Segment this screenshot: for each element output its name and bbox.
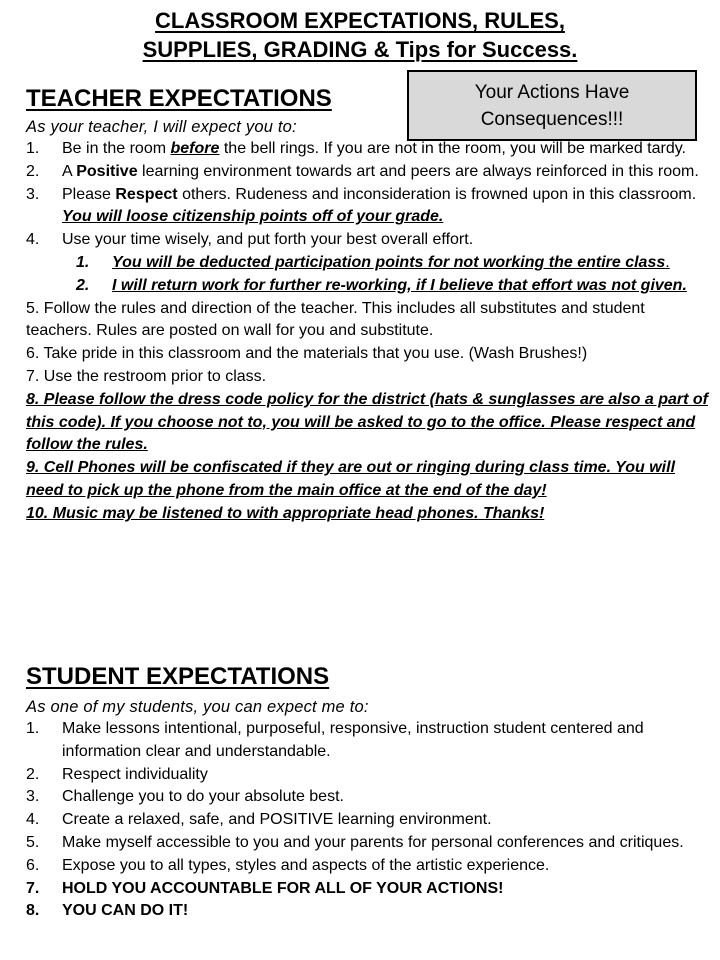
item-text: Challenge you to do your absolute best. (62, 788, 344, 806)
rule-5: 5. Follow the rules and direction of the teacher. This includes all substitutes and student teachers. Rules are posted on wall for you and substitute. (26, 299, 645, 340)
item-emphasis: Respect (115, 185, 178, 203)
effort-sublist (26, 252, 712, 298)
list-number: 4. (26, 811, 40, 829)
list-item (26, 161, 712, 184)
list-item (26, 764, 712, 787)
item-text: Respect individuality (62, 765, 208, 783)
page-title (0, 6, 720, 64)
item-warning: You will loose citizenship points off of your grade. (62, 208, 444, 226)
student-expectations-heading: STUDENT EXPECTATIONS (26, 663, 330, 690)
sublist-item (26, 275, 712, 298)
item-text: learning environment towards art and peers are always reinforced in this room. (137, 162, 699, 180)
student-expectations-list (26, 718, 712, 923)
item-text: Make myself accessible to you and your parents for personal conferences and critiques. (62, 833, 684, 851)
list-item (26, 138, 712, 161)
list-number: 6. (26, 856, 40, 874)
sublist-item (26, 252, 712, 275)
item-text: A (62, 162, 77, 180)
list-number: 3. (26, 185, 40, 203)
item-text: . (665, 253, 670, 271)
item-text: You will be deducted participation points for not working the entire class (112, 253, 666, 271)
list-item (26, 786, 712, 809)
list-number: 3. (26, 788, 40, 806)
list-number: 1. (26, 140, 40, 157)
rule-7: 7. Use the restroom prior to class. (26, 367, 267, 385)
list-number: 5. (26, 833, 40, 851)
item-text: Make lessons intentional, purposeful, responsive, instruction student centered and information clear and understandable. (62, 720, 644, 760)
list-number: 8. (26, 902, 40, 920)
callout-line-2: Consequences!!! (480, 109, 624, 130)
list-number: 2. (76, 276, 90, 294)
list-item (26, 832, 712, 855)
item-text: Expose you to all types, styles and aspects of the artistic experience. (62, 856, 550, 874)
list-number: 1. (76, 253, 90, 271)
item-text: the bell rings. If you are not in the room, you will be marked tardy. (219, 140, 686, 157)
item-text: Please (62, 185, 116, 203)
list-item (26, 900, 712, 923)
rule-6: 6. Take pride in this classroom and the materials that you use. (Wash Brushes!) (26, 345, 588, 363)
list-item (26, 809, 712, 832)
student-expectations-section (26, 662, 712, 923)
title-line-1: CLASSROOM EXPECTATIONS, RULES, (155, 8, 565, 33)
teacher-expectations-heading: TEACHER EXPECTATIONS (26, 85, 332, 112)
rule-10: 10. Music may be listened to with appropriate head phones. Thanks! (26, 504, 545, 522)
list-number: 7. (26, 879, 40, 897)
item-text: HOLD YOU ACCOUNTABLE FOR ALL OF YOUR ACTIONS! (62, 879, 504, 897)
list-number: 2. (26, 765, 40, 783)
item-text: Use your time wisely, and put forth your best overall effort. (62, 231, 474, 249)
item-text: I will return work for further re-working, if I believe that effort was not given. (112, 276, 687, 294)
list-item (26, 878, 712, 901)
callout-line-1: Your Actions Have (474, 82, 630, 103)
list-item (26, 855, 712, 878)
student-intro: As one of my students, you can expect me to: (26, 698, 369, 716)
item-text: Create a relaxed, safe, and POSITIVE learning environment. (62, 811, 492, 829)
list-number: 2. (26, 162, 40, 180)
list-number: 1. (26, 720, 40, 737)
item-emphasis: Positive (76, 162, 138, 180)
item-text: Be in the room (62, 140, 171, 157)
item-text: YOU CAN DO IT! (62, 902, 189, 920)
list-item (26, 718, 712, 764)
list-number: 4. (26, 231, 40, 249)
item-emphasis: before (170, 140, 220, 157)
list-item (26, 229, 712, 252)
rule-9: 9. Cell Phones will be confiscated if they are out or ringing during class time. You will need to pick up the phone from the main office at the end of the day! (26, 459, 676, 499)
teacher-rules-list (26, 138, 712, 252)
item-text: others. Rudeness and inconsideration is frowned upon in this classroom. (177, 185, 697, 203)
teacher-intro: As your teacher, I will expect you to: (26, 118, 297, 136)
rule-8: 8. Please follow the dress code policy for the district (hats & sunglasses are also a part of this code). If you choose not to, you will be asked to go to the office. Please respect and follow the rules. (26, 390, 708, 454)
teacher-expectations-section (26, 84, 712, 526)
list-item (26, 184, 712, 230)
title-line-2: SUPPLIES, GRADING & Tips for Success. (142, 37, 578, 62)
